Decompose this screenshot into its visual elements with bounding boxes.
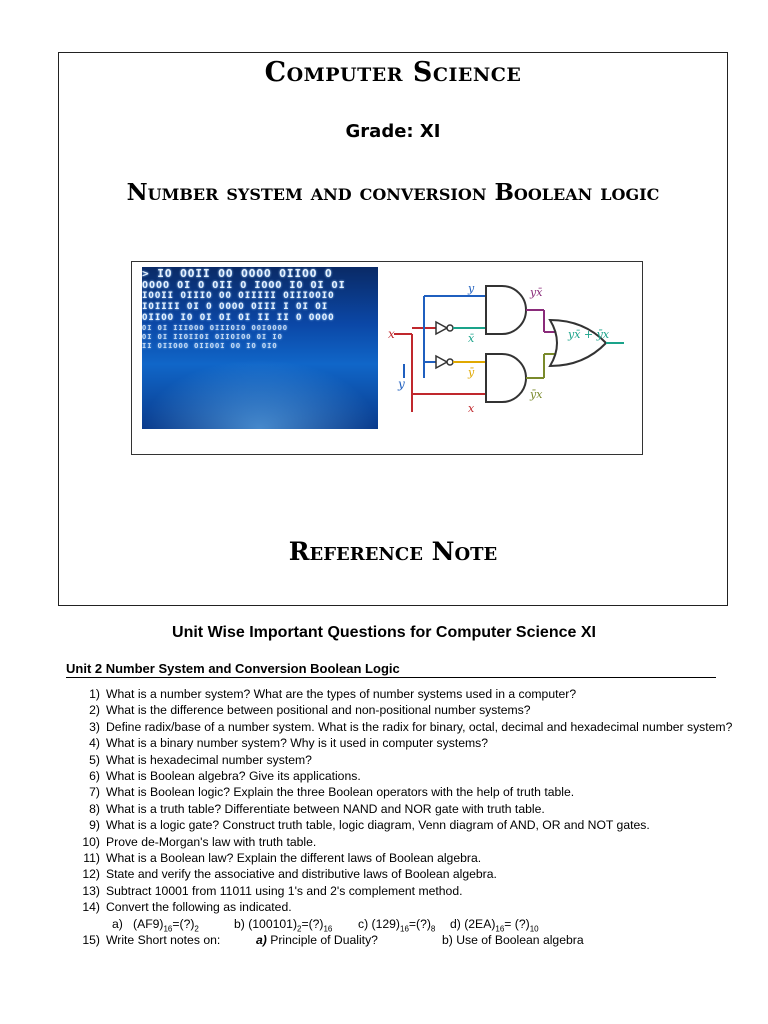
- binary-code-image: [142, 267, 378, 429]
- document-title: Computer Science: [264, 57, 522, 88]
- conversion-a-target: 2: [194, 924, 199, 934]
- question-text: What is Boolean logic? Explain the three Boolean operators with the help of truth table.: [106, 785, 575, 800]
- conversion-d-mid: = (?): [504, 916, 530, 931]
- question-number: 5): [89, 752, 100, 767]
- conversion-b-mid: =(?): [301, 916, 324, 931]
- question-number: 12): [82, 867, 100, 882]
- question-number: 8): [89, 801, 100, 816]
- input-y-label: y: [398, 377, 405, 391]
- conversion-b-target: 16: [323, 924, 333, 934]
- question-text: Subtract 10001 from 11011 using 1's and 2's complement method.: [106, 883, 463, 898]
- list-item: [66, 899, 734, 915]
- q15-a-label: a): [256, 933, 267, 948]
- conversion-b-base: 2: [297, 924, 302, 934]
- question-number: 6): [89, 769, 100, 784]
- gate2-x-label: x: [468, 402, 475, 415]
- conversion-c-target: 8: [430, 924, 436, 934]
- question-number: 4): [89, 736, 100, 751]
- gate2-ybar-label: ȳ: [468, 366, 475, 379]
- q15-b-text: b) Use of Boolean algebra: [442, 933, 584, 948]
- conversion-items: [66, 916, 734, 932]
- question-number: 9): [89, 818, 100, 833]
- q15-text: Write Short notes on:: [106, 933, 221, 948]
- question-list: [66, 686, 734, 949]
- list-item: [66, 817, 734, 833]
- conversion-b-expr: b) (100101): [234, 916, 298, 931]
- question-number: 7): [89, 785, 100, 800]
- list-item: [66, 735, 734, 751]
- question-text: Convert the following as indicated.: [106, 900, 292, 915]
- list-item: [66, 866, 734, 882]
- conversion-a-mid: =(?): [172, 916, 195, 931]
- cover-box: [58, 52, 728, 606]
- binary-row: IOOII OIIIO OO OIIIII OIIIOOIO: [142, 291, 335, 301]
- question-text: Prove de-Morgan's law with truth table.: [106, 834, 317, 849]
- conversion-d-target: 10: [529, 924, 539, 934]
- section-title: Unit Wise Important Questions for Computer Science XI: [172, 624, 596, 641]
- question-number: 15): [82, 933, 100, 948]
- list-item: [66, 850, 734, 866]
- question-text: What is a truth table? Differentiate between NAND and NOR gate with truth table.: [106, 801, 545, 816]
- conversion-a-base: 16: [163, 924, 173, 934]
- binary-row: IOIIII OI O OOOO OIII I OI OI: [142, 302, 329, 312]
- question-text: What is a logic gate? Construct truth table, logic diagram, Venn diagram of AND, OR and NOT gates.: [106, 818, 650, 833]
- question-text: State and verify the associative and distributive laws of Boolean algebra.: [106, 867, 497, 882]
- grade-label: Grade: XI: [345, 121, 441, 142]
- question-number: 3): [89, 719, 100, 734]
- binary-row: OOOO OI O OII O IOOO IO OI OI: [142, 280, 346, 291]
- question-text: What is hexadecimal number system?: [106, 752, 312, 767]
- conversion-c: [358, 916, 450, 932]
- question-number: 11): [83, 851, 100, 866]
- xor-logic-circuit-diagram: [384, 266, 630, 432]
- list-item: [66, 932, 734, 948]
- question-number: 13): [82, 883, 100, 898]
- question-number: 10): [82, 834, 100, 849]
- question-text: What is the difference between positional and non-positional number systems?: [106, 703, 531, 718]
- cover-image-frame: [131, 261, 643, 455]
- unit-heading: Unit 2 Number System and Conversion Boolean Logic: [66, 661, 716, 678]
- conversion-c-expr: c) (129): [358, 916, 400, 931]
- question-text: What is a Boolean law? Explain the different laws of Boolean algebra.: [106, 851, 482, 866]
- binary-row: II OIIOOO OIIOOI OO IO OIO: [142, 342, 278, 350]
- binary-row: OI OI IIOIIOI OIIOIOO OI IO: [142, 333, 283, 341]
- question-number: 2): [89, 703, 100, 718]
- conversion-d: [450, 916, 539, 932]
- input-x-label: x: [388, 327, 395, 341]
- conversion-c-mid: =(?): [408, 916, 431, 931]
- binary-row: OI OI IIIOOO OIIIOIO OOIOOOO: [142, 324, 289, 332]
- topic-title: Number system and conversion Boolean logic: [126, 179, 660, 206]
- list-item: [66, 801, 734, 817]
- question-text: Define radix/base of a number system. What is the radix for binary, octal, decimal and hexadecimal number system?: [106, 719, 733, 734]
- list-item: [66, 883, 734, 899]
- list-item: [66, 752, 734, 768]
- question-text: What is Boolean algebra? Give its applications.: [106, 769, 361, 784]
- question-text: What is a number system? What are the types of number systems used in a computer?: [106, 687, 577, 701]
- list-item: [66, 784, 734, 800]
- q15-a-text: Principle of Duality?: [266, 933, 378, 948]
- gate1-xbar-label: x̄: [468, 332, 475, 345]
- list-item: [66, 834, 734, 850]
- conversion-a-expr: (AF9): [133, 916, 164, 931]
- conversion-a-label: a): [112, 916, 123, 931]
- conversion-d-expr: d) (2EA): [450, 916, 496, 931]
- list-item: [66, 686, 734, 702]
- question-number: 1): [89, 687, 100, 701]
- conversion-d-base: 16: [495, 924, 505, 934]
- reference-note-title: Reference Note: [288, 537, 498, 566]
- conversion-a: [112, 916, 234, 932]
- binary-row: OIIOO IO OI OI OI II II O OOOO: [142, 313, 335, 323]
- list-item: [66, 768, 734, 784]
- question-text: What is a binary number system? Why is it used in computer systems?: [106, 736, 489, 751]
- question-text: [106, 932, 734, 948]
- list-item: [66, 719, 734, 735]
- list-item: [66, 702, 734, 718]
- question-number: 14): [82, 900, 100, 915]
- binary-row: > IO OOII OO OOOO OIIOO O: [142, 267, 333, 280]
- gate1-output-label: yx̄: [530, 286, 543, 299]
- gate2-output-label: ȳx: [530, 388, 543, 401]
- binary-glow: [142, 359, 378, 429]
- conversion-b: [234, 916, 358, 932]
- conversion-c-base: 16: [400, 924, 409, 934]
- xor-output-label: yx̄ + ȳx: [568, 328, 610, 341]
- gate1-y-label: y: [468, 282, 475, 295]
